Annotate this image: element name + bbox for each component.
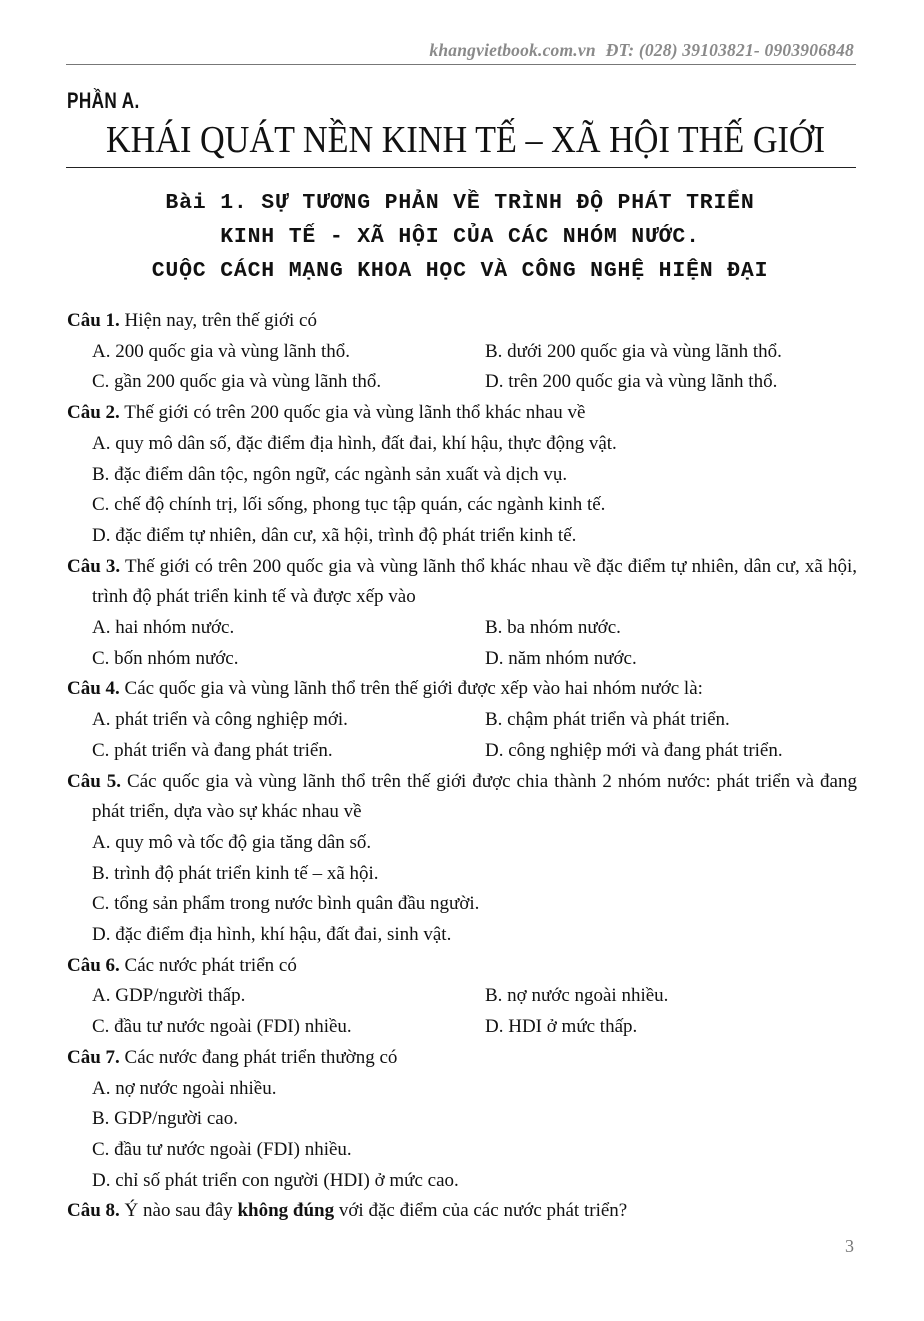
question [67, 1196, 857, 1227]
part-title [66, 118, 856, 162]
question-list [67, 306, 857, 1227]
lesson-title-line: CUỘC CÁCH MẠNG KHOA HỌC VÀ CÔNG NGHỆ HIỆN ĐẠI [151, 259, 769, 283]
answer-option: C. chế độ chính trị, lối sống, phong tục tập quán, các ngành kinh tế. [92, 494, 606, 516]
question [67, 398, 857, 429]
page-number: 3 [845, 1236, 854, 1256]
answer-option: A. nợ nước ngoài nhiều. [92, 1077, 277, 1099]
answer-option: B. chậm phát triển và phát triển. [485, 709, 730, 731]
question-text: Các nước đang phát triển thường có [124, 1046, 398, 1068]
question-label: Câu 8. [67, 1200, 120, 1222]
answer-options [67, 337, 857, 398]
answer-option: D. năm nhóm nước. [485, 647, 637, 669]
answer-option: B. GDP/người cao. [92, 1108, 238, 1130]
answer-option: C. phát triển và đang phát triển. [92, 739, 333, 761]
answer-option: D. công nghiệp mới và đang phát triển. [485, 739, 783, 761]
question-text: Các nước phát triển có [124, 954, 297, 976]
answer-option: B. trình độ phát triển kinh tế – xã hội. [92, 862, 379, 884]
question-text: Ý nào sau đây [124, 1200, 238, 1222]
answer-option: C. bốn nhóm nước. [92, 647, 239, 669]
question-label: Câu 1. [67, 310, 120, 331]
part-label: PHẦN A. [67, 88, 140, 113]
question [67, 767, 857, 828]
answer-option: D. HDI ở mức thấp. [485, 1016, 638, 1038]
lesson-title-line: Bài 1. SỰ TƯƠNG PHẢN VỀ TRÌNH ĐỘ PHÁT TRIỂN [165, 191, 755, 215]
answer-option: D. chỉ số phát triển con người (HDI) ở mức cao. [92, 1169, 459, 1191]
question-label: Câu 7. [67, 1046, 120, 1068]
phone: ĐT: (028) 39103821- 0903906848 [605, 40, 854, 60]
question-text: Các quốc gia và vùng lãnh thổ trên thế giới được chia thành 2 nhóm nước: phát triển và đang phát triển, dựa vào sự khác nhau về [92, 770, 857, 823]
question-text: với đặc điểm của các nước phát triển? [334, 1200, 628, 1222]
answer-option: B. dưới 200 quốc gia và vùng lãnh thổ. [485, 340, 782, 362]
answer-option: B. đặc điểm dân tộc, ngôn ngữ, các ngành sản xuất và dịch vụ. [92, 463, 568, 485]
question-label: Câu 5. [67, 770, 122, 792]
question [67, 306, 857, 337]
page-header [429, 40, 854, 61]
answer-option: A. 200 quốc gia và vùng lãnh thổ. [92, 340, 351, 362]
title-divider [66, 167, 856, 168]
answer-options [67, 1074, 857, 1197]
answer-option: D. trên 200 quốc gia và vùng lãnh thổ. [485, 371, 778, 393]
answer-option: A. GDP/người thấp. [92, 985, 246, 1007]
answer-option: A. phát triển và công nghiệp mới. [92, 709, 348, 731]
answer-options [67, 705, 857, 766]
question-text: Hiện nay, trên thế giới có [124, 310, 317, 331]
answer-options [67, 429, 857, 552]
answer-option: A. hai nhóm nước. [92, 617, 235, 639]
question-label: Câu 4. [67, 678, 120, 700]
answer-option: C. đầu tư nước ngoài (FDI) nhiều. [92, 1016, 352, 1038]
question [67, 951, 857, 982]
website: khangvietbook.com.vn [429, 40, 596, 60]
question-text: Thế giới có trên 200 quốc gia và vùng lãnh thổ khác nhau về đặc điểm tự nhiên, dân cư, xã hội, trình độ phát triển kinh tế và được xếp vào [92, 555, 857, 608]
lesson-title-line: KINH TẾ - XÃ HỘI CỦA CÁC NHÓM NƯỚC. [220, 225, 700, 249]
question-text: Thế giới có trên 200 quốc gia và vùng lãnh thổ khác nhau về [124, 402, 586, 424]
answer-options [67, 981, 857, 1042]
question [67, 674, 857, 705]
question-text: Các quốc gia và vùng lãnh thổ trên thế giới được xếp vào hai nhóm nước là: [124, 678, 703, 700]
lesson-title [60, 186, 860, 288]
header-divider [66, 64, 856, 65]
question-text-bold: không đúng [237, 1200, 335, 1222]
answer-option: D. đặc điểm tự nhiên, dân cư, xã hội, trình độ phát triển kinh tế. [92, 524, 577, 546]
question [67, 552, 857, 613]
answer-option: D. đặc điểm địa hình, khí hậu, đất đai, sinh vật. [92, 924, 452, 946]
answer-option: A. quy mô và tốc độ gia tăng dân số. [92, 831, 372, 853]
question-label: Câu 2. [67, 402, 120, 424]
answer-options [67, 828, 857, 951]
answer-option: C. gần 200 quốc gia và vùng lãnh thổ. [92, 371, 382, 393]
answer-option: C. đầu tư nước ngoài (FDI) nhiều. [92, 1138, 352, 1160]
answer-option: B. nợ nước ngoài nhiều. [485, 985, 669, 1007]
part-title-text: KHÁI QUÁT NỀN KINH TẾ – XÃ HỘI THẾ GIỚI [105, 119, 826, 161]
question-label: Câu 6. [67, 954, 120, 976]
question [67, 1043, 857, 1074]
answer-option: C. tổng sản phẩm trong nước bình quân đầu người. [92, 893, 480, 915]
answer-options [67, 613, 857, 674]
answer-option: B. ba nhóm nước. [485, 617, 621, 639]
answer-option: A. quy mô dân số, đặc điểm địa hình, đất đai, khí hậu, thực động vật. [92, 432, 617, 454]
question-label: Câu 3. [67, 555, 121, 577]
